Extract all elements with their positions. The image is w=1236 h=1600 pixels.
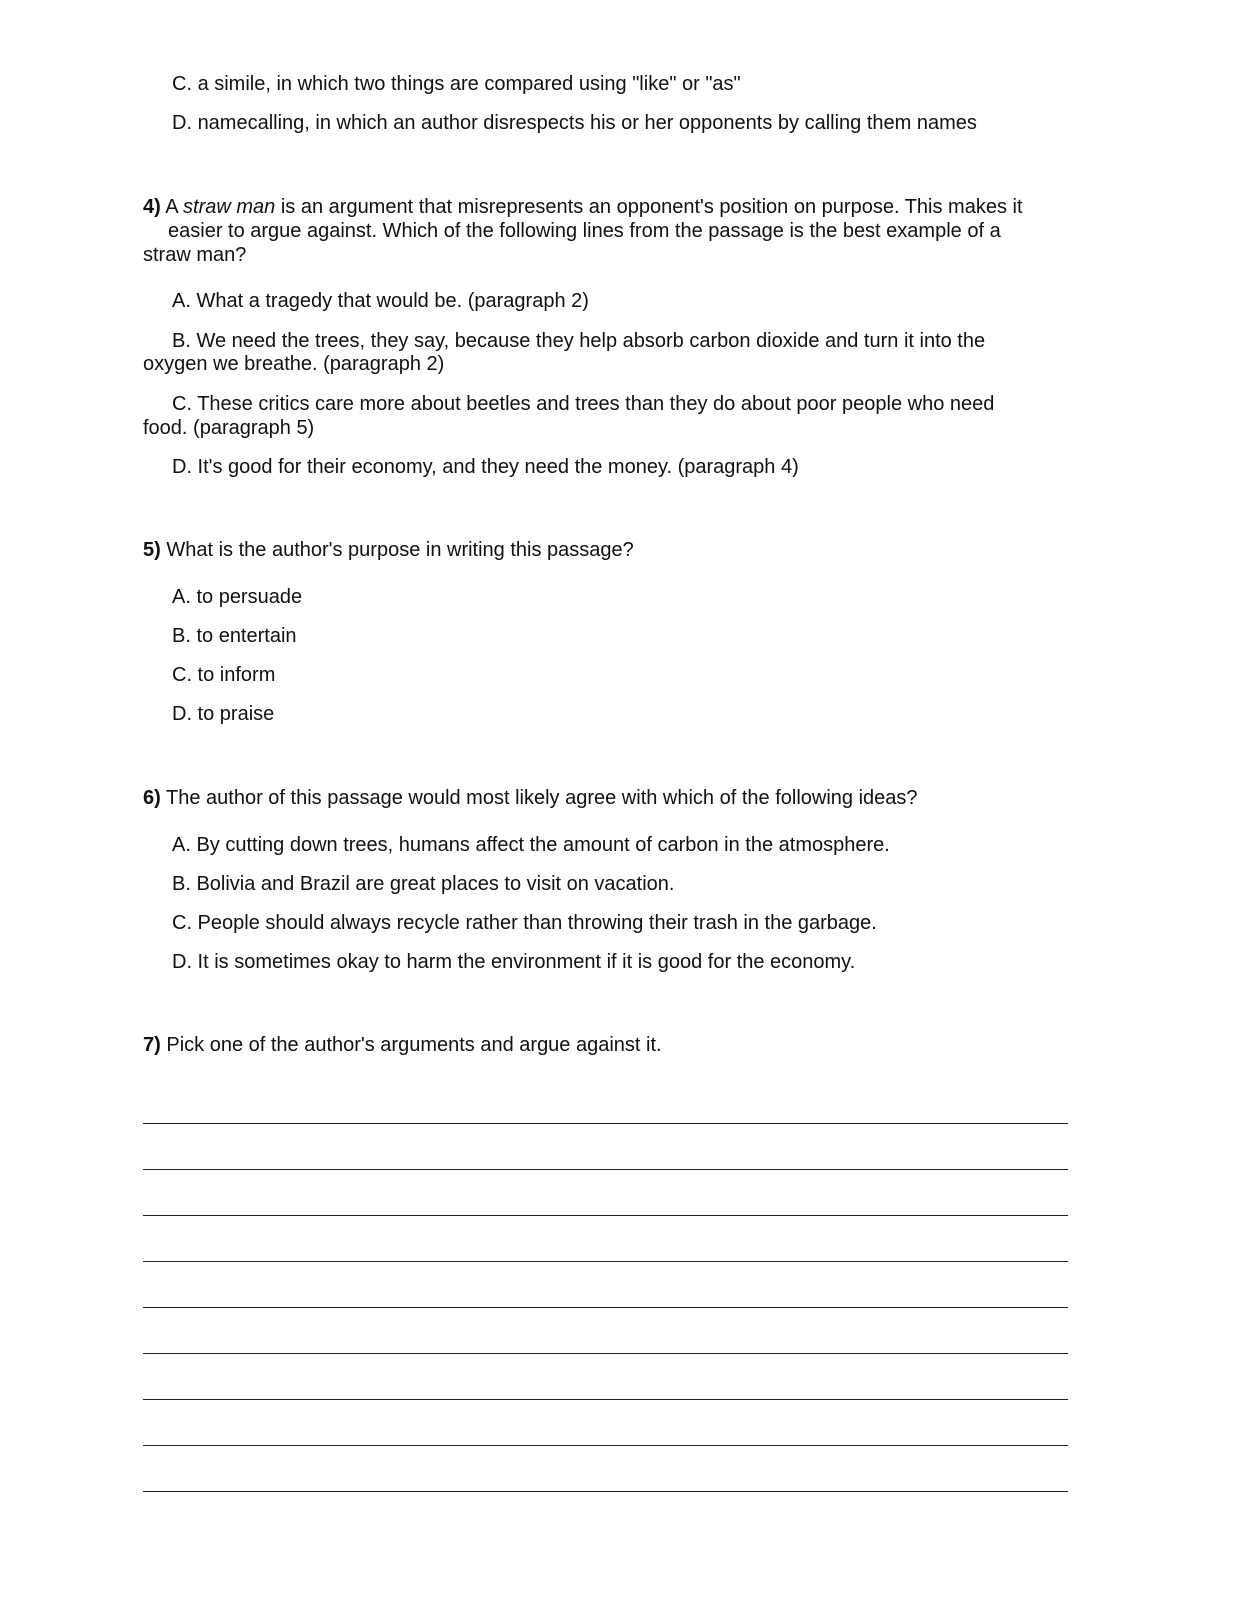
answer-line[interactable]	[143, 1491, 1068, 1492]
q4-option-c-cont: food. (paragraph 5)	[143, 417, 315, 439]
answer-line[interactable]	[143, 1215, 1068, 1216]
answer-line[interactable]	[143, 1307, 1068, 1308]
q4-option-b-cont: oxygen we breathe. (paragraph 2)	[143, 353, 445, 375]
q4-term: straw man	[183, 196, 276, 218]
option-letter: C.	[172, 73, 192, 95]
q6-option-b: B. Bolivia and Brazil are great places to visit on vacation.	[172, 873, 675, 895]
answer-line[interactable]	[143, 1261, 1068, 1262]
q3-option-d	[172, 111, 977, 135]
q5-option-d: D. to praise	[172, 703, 275, 725]
option-text: a simile, in which two things are compared using "like" or "as"	[197, 73, 741, 95]
q4-line-2: easier to argue against. Which of the following lines from the passage is the best example of a	[168, 220, 1001, 242]
question-text: The author of this passage would most likely agree with which of the following ideas?	[166, 787, 918, 809]
q4-line-1	[143, 195, 1023, 219]
question-number: 5)	[143, 539, 161, 561]
question-number: 4)	[143, 196, 161, 218]
q6-option-a: A. By cutting down trees, humans affect the amount of carbon in the atmosphere.	[172, 834, 890, 856]
q4-rest: is an argument that misrepresents an opponent's position on purpose. This makes it	[275, 196, 1023, 218]
option-letter: D.	[172, 112, 192, 134]
option-text: namecalling, in which an author disrespects his or her opponents by calling them names	[197, 112, 977, 134]
question-number: 6)	[143, 787, 161, 809]
q4-option-a: A. What a tragedy that would be. (paragraph 2)	[172, 290, 589, 312]
q5-option-c: C. to inform	[172, 664, 276, 686]
q5-prompt	[143, 538, 634, 562]
q5-option-a: A. to persuade	[172, 586, 303, 608]
answer-line[interactable]	[143, 1353, 1068, 1354]
answer-line[interactable]	[143, 1123, 1068, 1124]
question-text: What is the author's purpose in writing this passage?	[166, 539, 634, 561]
question-number: 7)	[143, 1034, 161, 1056]
answer-line[interactable]	[143, 1169, 1068, 1170]
q3-option-c	[172, 72, 741, 96]
q4-lead: A	[165, 196, 184, 218]
q6-prompt	[143, 786, 918, 810]
answer-line[interactable]	[143, 1399, 1068, 1400]
q4-option-b: B. We need the trees, they say, because they help absorb carbon dioxide and turn it into the	[172, 330, 986, 352]
q4-line-3: straw man?	[143, 244, 247, 266]
q4-option-d: D. It's good for their economy, and they need the money. (paragraph 4)	[172, 456, 799, 478]
q5-option-b: B. to entertain	[172, 625, 297, 647]
q6-option-c: C. People should always recycle rather than throwing their trash in the garbage.	[172, 912, 877, 934]
q6-option-d: D. It is sometimes okay to harm the environment if it is good for the economy.	[172, 951, 856, 973]
question-text: Pick one of the author's arguments and argue against it.	[166, 1034, 662, 1056]
q4-option-c: C. These critics care more about beetles and trees than they do about poor people who need	[172, 393, 995, 415]
answer-line[interactable]	[143, 1445, 1068, 1446]
q7-prompt	[143, 1033, 662, 1057]
